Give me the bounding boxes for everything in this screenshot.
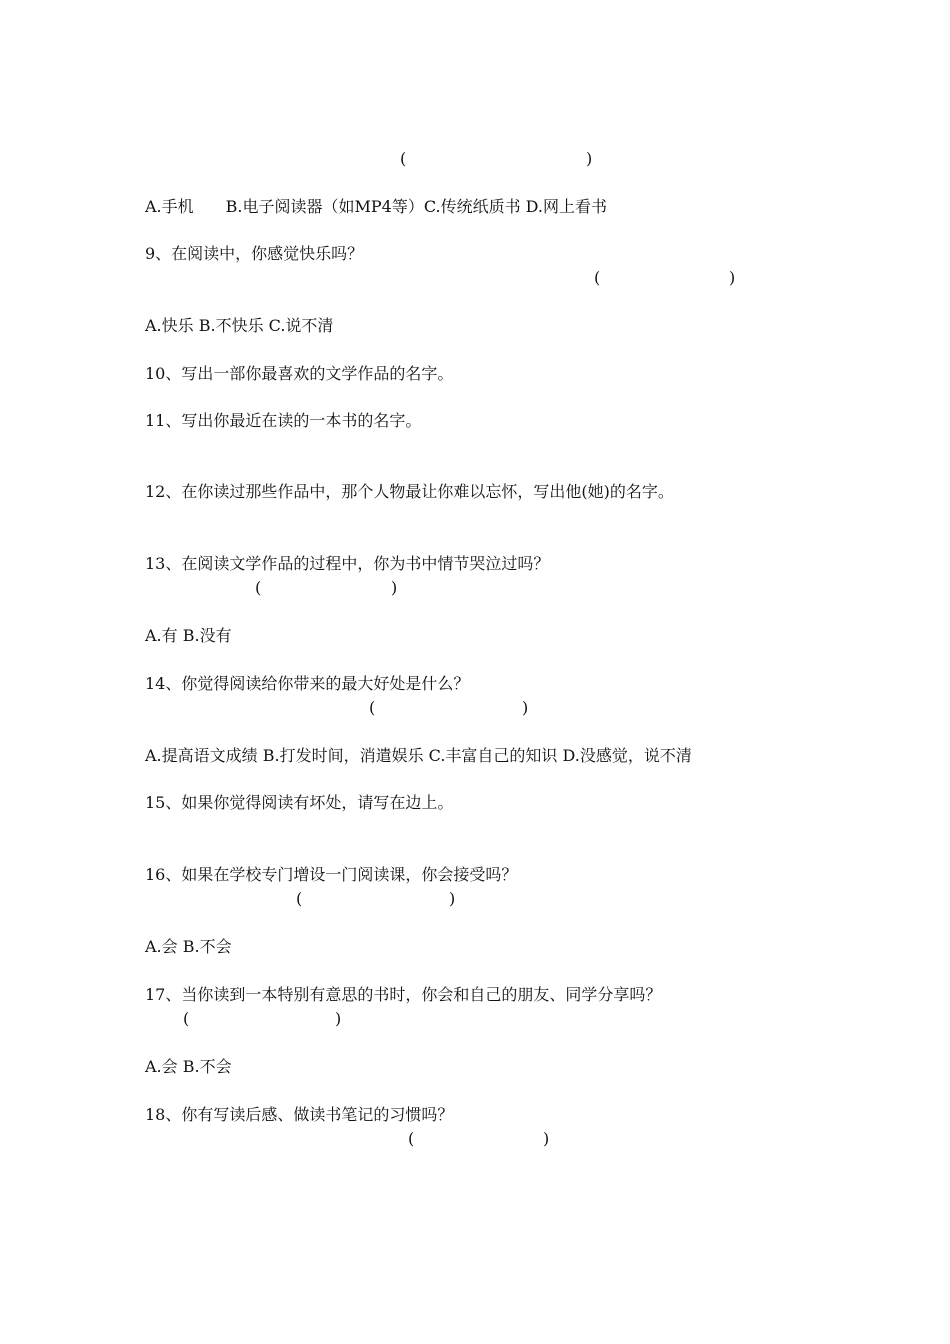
q14-question: 14、你觉得阅读给你带来的最大好处是什么？ xyxy=(145,674,470,693)
q16-answer-close-paren: ) xyxy=(449,889,456,908)
q10-question: 10、写出一部你最喜欢的文学作品的名字。 xyxy=(145,364,454,383)
q12-question: 12、在你读过那些作品中，那个人物最让你难以忘怀，写出他(她)的名字。 xyxy=(145,482,674,501)
q8-answer-open-paren: ( xyxy=(400,149,407,168)
q9-options: A.快乐 B.不快乐 C.说不清 xyxy=(145,316,334,335)
q16-options: A.会 B.不会 xyxy=(145,937,232,956)
q8-answer-close-paren: ) xyxy=(586,149,593,168)
q13-options: A.有 B.没有 xyxy=(145,626,232,645)
q18-answer-close-paren: ) xyxy=(543,1129,550,1148)
q11-question: 11、写出你最近在读的一本书的名字。 xyxy=(145,411,422,430)
q9-question: 9、在阅读中，你感觉快乐吗？ xyxy=(145,244,364,263)
q15-question: 15、如果你觉得阅读有坏处，请写在边上。 xyxy=(145,793,454,812)
q17-answer-open-paren: ( xyxy=(183,1009,190,1028)
q9-answer-close-paren: ) xyxy=(729,268,736,287)
q17-question: 17、当你读到一本特别有意思的书时，你会和自己的朋友、同学分享吗？ xyxy=(145,985,662,1004)
q14-answer-close-paren: ) xyxy=(522,698,529,717)
q8-options: A.手机 B.电子阅读器（如MP4等）C.传统纸质书 D.网上看书 xyxy=(145,197,608,216)
q17-answer-close-paren: ) xyxy=(335,1009,342,1028)
q13-answer-open-paren: ( xyxy=(255,578,262,597)
q17-options: A.会 B.不会 xyxy=(145,1057,232,1076)
q14-options: A.提高语文成绩 B.打发时间，消遣娱乐 C.丰富自己的知识 D.没感觉，说不清 xyxy=(145,746,692,765)
q18-question: 18、你有写读后感、做读书笔记的习惯吗？ xyxy=(145,1105,454,1124)
q16-question: 16、如果在学校专门增设一门阅读课，你会接受吗？ xyxy=(145,865,518,884)
q14-answer-open-paren: ( xyxy=(369,698,376,717)
q18-answer-open-paren: ( xyxy=(408,1129,415,1148)
q13-answer-close-paren: ) xyxy=(391,578,398,597)
q13-question: 13、在阅读文学作品的过程中，你为书中情节哭泣过吗？ xyxy=(145,554,550,573)
q16-answer-open-paren: ( xyxy=(296,889,303,908)
q9-answer-open-paren: ( xyxy=(594,268,601,287)
